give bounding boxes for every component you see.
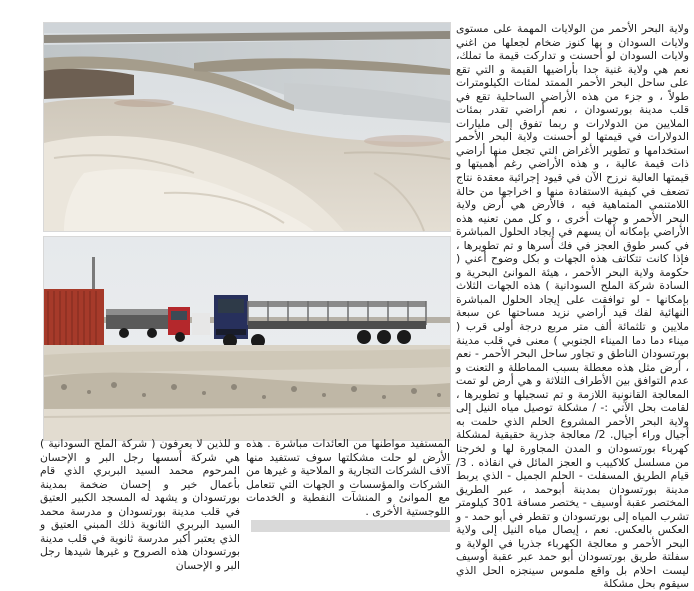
middle-column-text: المستفيد مواطنها من العائدات مباشرة . هذه الأرض لو حلت مشكلتها سوف تستفيد منها آلاف الشركات التجارية و الملاحية و غيرها من الشركات والمؤسسات و الجهات التي تتعامل مع الموانئ و المنشآت النفطية و الخدمات اللوجستية الأخرى .	[246, 437, 450, 518]
trucks-photo	[43, 236, 451, 441]
salt-flats-image	[44, 23, 450, 231]
image-placeholder-strip	[251, 520, 450, 532]
article-middle-column	[246, 437, 450, 532]
article-right-column	[456, 22, 690, 591]
salt-flats-photo	[43, 22, 451, 232]
left-column-text: و للذين لا يعرفون ( شركة الملح السودانية ) هي شركة أسسها رجل البر و الإحسان المرحوم محمد السيد البربري الذي قام بأعمال خير و إحسان ضخمة بمدينة بورتسودان و يشهد له المسجد الكبير العتيق في قلب مدينة بورتسودان و مدرسة محمد السيد البربري الثانوية ذلك المبني العتيق و الذي يعتبر أكبر مدرسة ثانوية في قلب مدينة بورتسودان هذه الصروح و غيرها شيدها رجل البر و الإحسان	[40, 437, 240, 572]
right-column-text: ولاية البحر الأحمر من الولايات المهمة على مستوى ولايات السودان و بها كنوز ضخام لجعلها من اغني ولايات السودان لو أحسنت و تداركت قيمة ما تملك، نعم هي ولاية غنية جدا بأراضيها القيمة و التي تقع على ساحل البحر الأحمر الممتد لمئات الكيلومترات طولاً ، و جزء من هذه الأراضي الساحلية تقع في قلب مدينة بورتسودان ، نعم أراضي تقدر بمئات الملايين من الدولارات و ربما تفوق إلى مليارات الدولارات في قيمتها لو أحسنت ولاية البحر الأحمر استخدامها و تطوير الأغراض التي تجعل منها أراضي ذات قيمة عالية ، و هذه الأراضي رغم أهميتها و قيمتها العالية نرزح الآن في قيود إجرائية معقدة نتاج تضعف في كيفية الاستفادة منها و اخراجها من حالة اللامتنمي المتماهية فيه ، فالأرض هي أرض ولاية البحر الأحمر و جهات أخرى ، و كل ممن تعنيه هذه الأراضي بإمكانه أن يسهم في إيجاد الحلول المباشرة في كسر طوق العجز في فك أسرها و تم تطويرها ، فإذا كانت تتكاتف هذه الجهات و بكل وضوح أعني ( حكومة ولاية البحر الأحمر ، هيئة الموانئ البحرية و السادة شركة الملح السودانية ) هذه الجهات الثلاث بإمكانها - لو توافقت على إيجاد الحلول المباشرة النهائية لفك قيد أراضي نزيد مساحتها عن سبعة ملايين و تلثمائة ألف متر مربع درجة أولى قرب ( ميناء دما دما الميناء الجنوبي ) معنى في قلب مدينة بورتسودان الناطق و تجاور ساحل البحر الأحمر - نعم ، أرض مثل هذه معطلة بسبب المماطلة و التعنت و عدم التوافق بين الأطراف الثلاثة و هي أرض لو تمت المعالجة القانونية اللازمة و تم تسجيلها و تطويرها ، لقامت بحل الآتي :- / مشكلة توصيل مياه النيل إلى ولاية البحر الأحمر المشروع الحلم الذي حلمت به أجيال وراء أجيال. 2/ معالجة جذرية حقيقية لمشكلة كهرباء بورتسودان و المدن المجاورة لها و لخرجنا من مسلسل كلاكييب و العجز المائل في انقاذه . 3/ قيام الطريق المسفلت - الحلم الجميل - الذي يربط مدينة بورتسودان بمدينة أبوحمد ، عبر الطريق المختصر عقبة أوسيف - يختصر مسافة 301 كيلومتر تشرب المياه إلى بورتسودان و تقطر في أبو حمد - و العكس بالعكس. نعم ، إيصال مياه النيل إلى ولاية البحر الأحمر و معالجة الكهرباء جذريا في الولاية و سفلتة طريق بورتسودان أبو حمد عبر عقبة أوسيف ليست احلام بل واقع ملموس سينجزه الحل الذي سيقوم بحل مشكلة	[456, 22, 690, 591]
headline-strip	[0, 0, 694, 14]
trucks-image	[44, 237, 450, 440]
article-left-column	[40, 437, 240, 572]
